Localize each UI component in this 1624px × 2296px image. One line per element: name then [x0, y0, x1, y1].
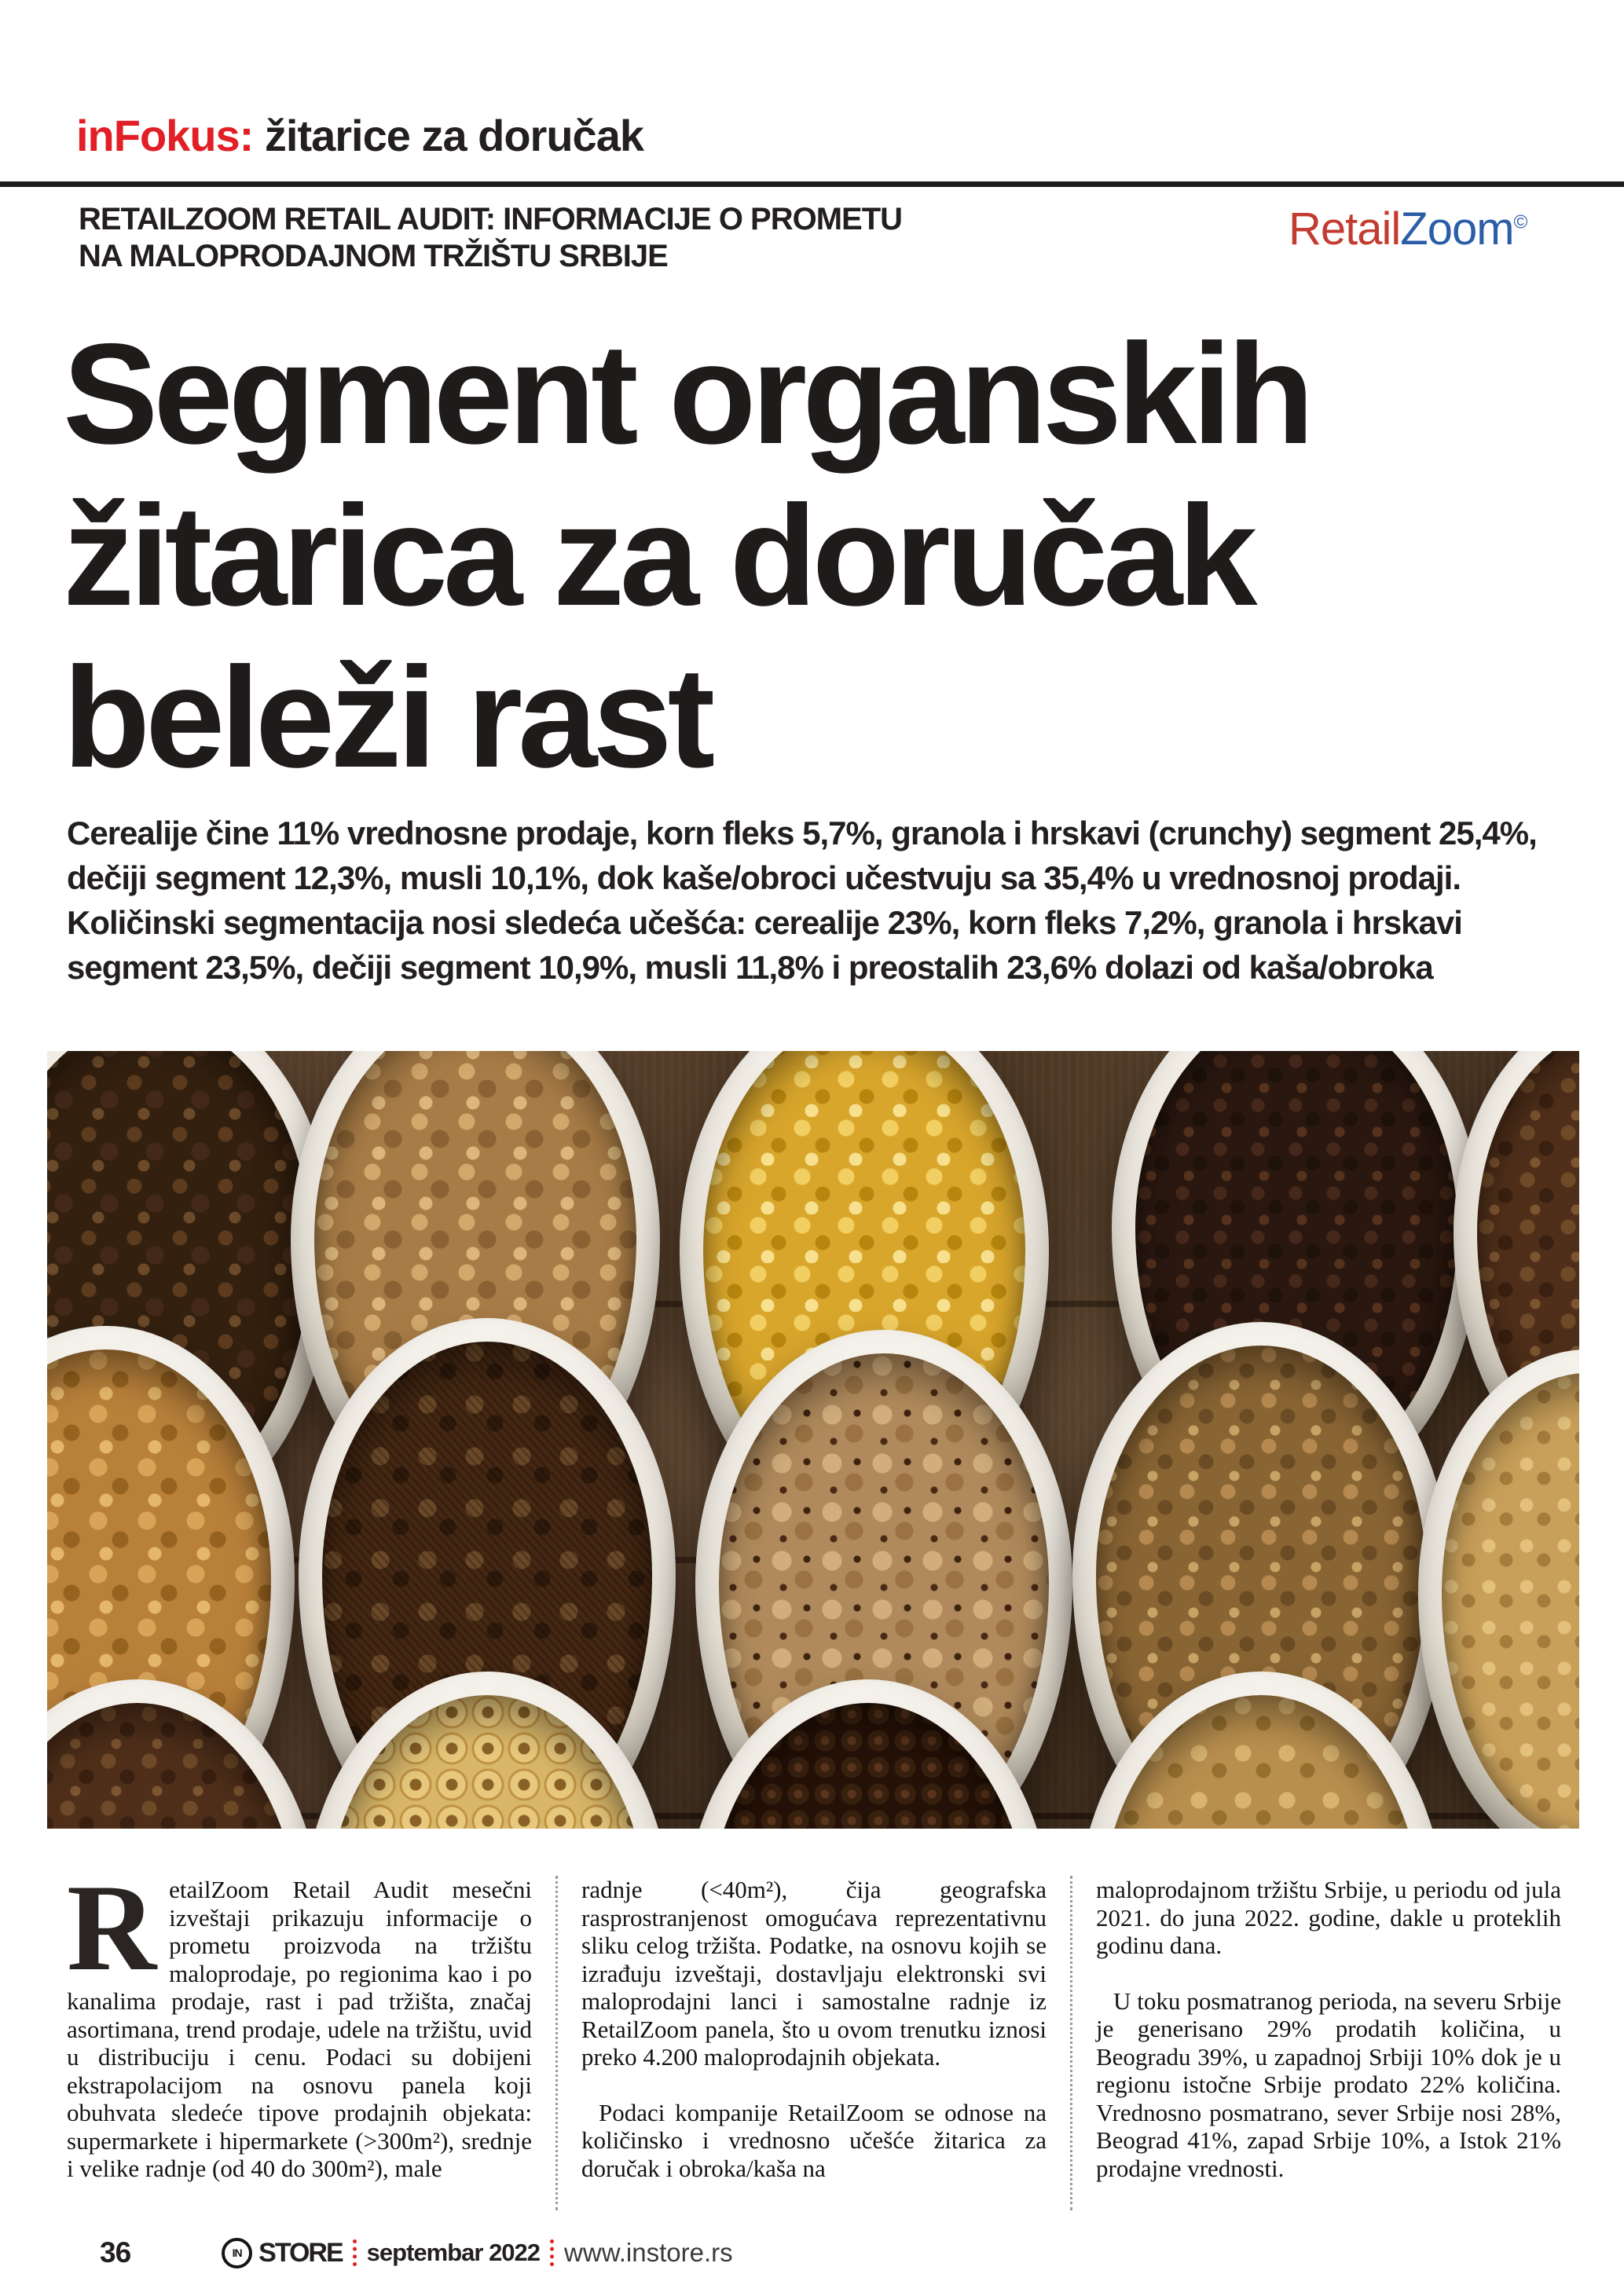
- column-2-paragraph-2: Podaci kompanije RetailZoom se odnose na količinsko i vrednosno učešće žitarica za doručak i obroka/kaša na: [581, 2098, 1047, 2182]
- headline-line-3: beleži rast: [63, 637, 711, 797]
- issue-date: septembar 2022: [366, 2239, 541, 2266]
- column-2-paragraph-1: radnje (<40m²), čija geografska rasprostranjenost omogućava reprezentativnu sliku celog tržišta. Podatke, na osnovu kojih se izrađuju izveštaji, dostavljaju elektronski svi maloprodajni lanci i samostalne radnje iz RetailZoom panela, što u ovom trenutku iznosi preko 4.200 maloprodajnih objekata.: [581, 1876, 1047, 2071]
- logo-copyright-mark: ©: [1513, 211, 1527, 233]
- red-dots-separator-icon: [353, 2239, 357, 2266]
- headline-line-2: žitarica za doručak: [63, 475, 1253, 635]
- article-column-1: [67, 1859, 532, 2214]
- tagline: [79, 201, 902, 275]
- bowl-brown-bits: [47, 1679, 322, 1829]
- article-column-3: [1096, 1876, 1561, 2214]
- kicker: [76, 110, 643, 161]
- article-headline: [63, 313, 1310, 798]
- column-divider-1: [555, 1876, 558, 2210]
- header-divider-rule: [0, 181, 1624, 187]
- page-number: 36: [100, 2236, 131, 2269]
- column-divider-2: [1070, 1876, 1072, 2210]
- headline-line-1: Segment organskih: [63, 313, 1310, 474]
- instore-circle-icon: IN: [222, 2238, 252, 2269]
- tagline-line-1: RETAILZOOM RETAIL AUDIT: INFORMACIJE O PROMETU: [79, 202, 903, 236]
- column-1-paragraph: [67, 1859, 532, 2183]
- drop-cap: R: [67, 1859, 157, 1997]
- cereal-bowls-photo: [47, 1051, 1579, 1829]
- red-dots-separator-icon: [550, 2239, 554, 2266]
- kicker-focus-label: inFokus:: [76, 111, 254, 160]
- retailzoom-logo: [1289, 203, 1527, 255]
- website-url: www.instore.rs: [564, 2238, 733, 2267]
- column-3-paragraph-1: maloprodajnom tržištu Srbije, u periodu od jula 2021. do juna 2022. godine, dakle u proteklih godinu dana.: [1096, 1876, 1561, 1959]
- bowl-light-granola-edge: [1418, 1349, 1579, 1829]
- store-wordmark: STORE: [258, 2237, 343, 2268]
- intro-paragraph: Cerealije čine 11% vrednosne prodaje, korn fleks 5,7%, granola i hrskavi (crunchy) segment 25,4%, dečiji segment 12,3%, musli 10,1%, dok kaše/obroci učestvuju sa 35,4% u vrednosnoj prodaji. Količinski segmentacija nosi sledeća učešća: cerealije 23%, korn fleks 7,2%, granola i hrskavi segment 23,5%, dečiji segment 10,9%, musli 11,8% i preostalih 23,6% dolazi od kaša/obroka: [67, 815, 1537, 986]
- page-footer: [100, 2237, 733, 2269]
- column-1-text: etailZoom Retail Audit mesečni izveštaji prikazuju informacije o prometu proizvoda na tržištu maloprodaje, po regionima kao i po kanalima prodaje, rast i pad tržišta, značaj asortimana, trend prodaje, udele na tržištu, uvid u distribuciju i cenu. Podaci su dobijeni ekstrapolacijom na osnovu panela koji obuhvata sledeće tipove prodajnih objekata: supermarkete i hipermarkete (>300m²), srednje i velike radnje (od 40 do 300m²), male: [67, 1876, 532, 2182]
- article-columns: [67, 1859, 1564, 2214]
- logo-retail-wordmark: Retail: [1289, 203, 1401, 255]
- logo-zoom-wordmark: Zoom: [1400, 203, 1514, 255]
- column-3-paragraph-2: U toku posmatranog perioda, na severu Srbije je generisano 29% prodatih količina, u Beogradu 39%, u zapadnoj Srbiji 10% dok je u regionu istočne Srbije prodato 22% količina. Vrednosno posmatrano, sever Srbije nosi 28%, Beograd 41%, zapad Srbije 10%, a Istok 21% prodajne vrednosti.: [1096, 1987, 1561, 2182]
- cereal-light-granola: [1442, 1373, 1579, 1829]
- tagline-line-2: NA MALOPRODAJNOM TRŽIŠTU SRBIJE: [79, 239, 668, 273]
- kicker-topic-label: žitarice za doručak: [264, 111, 643, 160]
- article-column-2: [581, 1876, 1047, 2214]
